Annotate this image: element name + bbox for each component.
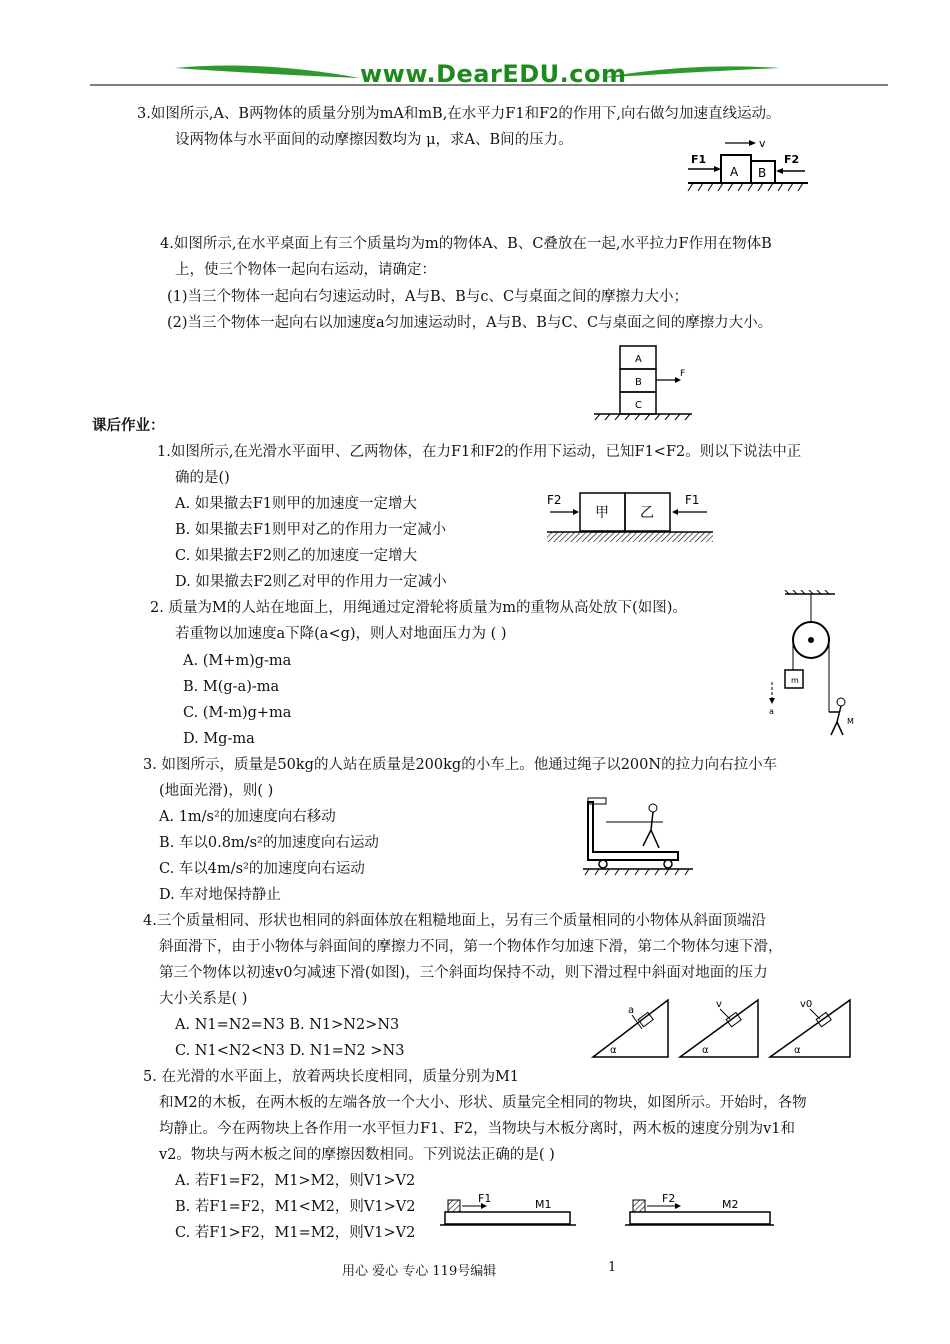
- incline-v-label: v: [716, 999, 722, 1010]
- text-line-h3B: B. 车以0.8m/s²的加速度向右运动: [159, 835, 379, 851]
- board-m1: [445, 1212, 570, 1224]
- board-m2: [630, 1212, 770, 1224]
- text-line-q3a: 3.如图所示,A、B两物体的质量分别为mA和mB,在水平力F1和F2的作用下,向右做匀加速直线运动。: [137, 106, 781, 122]
- text-line-q3b: 设两物体与水平面间的动摩擦因数均为 μ，求A、B间的压力。: [175, 132, 573, 148]
- text-line-h2b: 若重物以加速度a下降(a<g)，则人对地面压力为 ( ): [175, 626, 507, 642]
- text-line-h1C: C. 如果撤去F2则乙的加速度一定增大: [175, 548, 418, 564]
- label-f1: F1: [685, 493, 700, 507]
- f2-label: F2: [784, 153, 800, 166]
- weight-label: m: [791, 676, 799, 685]
- text-line-h2C: C. (M-m)g+ma: [183, 705, 292, 721]
- text-line-hw: 课后作业：: [92, 417, 165, 434]
- text-line-h3b: (地面光滑)，则( ): [159, 783, 274, 799]
- block-a-label: A: [730, 165, 739, 179]
- text-line-h1b: 确的是(): [175, 470, 230, 486]
- header-site-name: www.DearEDU.com: [360, 60, 627, 88]
- text-line-h5A: A. 若F1=F2，M1>M2，则V1>V2: [175, 1173, 416, 1189]
- text-line-h4AB: A. N1=N2=N3 B. N1>N2>N3: [175, 1017, 400, 1033]
- figure-abc-stack: [592, 342, 702, 420]
- text-line-h1D: D. 如果撤去F2则乙对甲的作用力一定减小: [175, 574, 447, 590]
- text-line-h1B: B. 如果撤去F1则甲对乙的作用力一定减小: [175, 522, 447, 538]
- footer-note: 用心 爱心 专心 119号编辑: [342, 1264, 497, 1279]
- label-yi: 乙: [640, 505, 654, 521]
- label-jia: 甲: [595, 505, 609, 521]
- board-m2-label: M2: [722, 1198, 739, 1211]
- stack-label-f: F: [680, 369, 686, 379]
- text-line-q4d: (2)当三个物体一起向右以加速度a匀加速运动时，A与B、B与C、C与桌面之间的摩擦力大小。: [167, 315, 773, 331]
- text-line-h5a: 5. 在光滑的水平面上，放着两块长度相同，质量分别为M1: [143, 1069, 520, 1085]
- stack-label-a: A: [635, 354, 642, 365]
- f1-label: F1: [691, 153, 707, 166]
- page-number: 1: [608, 1260, 617, 1275]
- text-line-h5B: B. 若F1=F2，M1<M2，则V1>V2: [175, 1199, 416, 1215]
- text-line-h2A: A. (M+m)g-ma: [183, 653, 292, 669]
- header-swoosh-left: [175, 66, 360, 78]
- figure-jia-yi: [545, 488, 715, 546]
- figure-boards: [440, 1190, 775, 1234]
- angle-3: α: [794, 1045, 801, 1056]
- text-line-h4a: 4.三个质量相同、形状也相同的斜面体放在粗糙地面上，另有三个质量相同的小物体从斜面顶端沿: [143, 913, 766, 929]
- header-swoosh-right: [600, 66, 780, 78]
- text-line-q4c: (1)当三个物体一起向右匀速运动时，A与B、B与c、C与桌面之间的摩擦力大小；: [167, 289, 689, 305]
- text-line-h4c: 第三个物体以初速v0匀减速下滑(如图)，三个斜面均保持不动，则下滑过程中斜面对地面的压力: [159, 965, 768, 981]
- board-m1-label: M1: [535, 1198, 552, 1211]
- text-line-h2B: B. M(g-a)-ma: [183, 679, 280, 695]
- label-f2: F2: [547, 493, 562, 507]
- stack-label-c: C: [635, 400, 642, 411]
- incline-accel-label: a: [628, 1005, 635, 1016]
- text-line-q4b: 上，使三个物体一起向右运动，请确定：: [175, 262, 436, 278]
- text-line-h5c: 均静止。今在两物块上各作用一水平恒力F1、F2，当物块与木板分离时，两木板的速度分别为v1和: [159, 1121, 795, 1137]
- angle-2: α: [702, 1045, 709, 1056]
- text-line-h1A: A. 如果撤去F1则甲的加速度一定增大: [175, 496, 417, 512]
- figure-pulley: [765, 590, 860, 740]
- text-line-h2a: 2. 质量为M的人站在地面上，用绳通过定滑轮将质量为m的重物从高处放下(如图)。: [150, 600, 687, 616]
- text-line-h3A: A. 1m/s²的加速度向右移动: [159, 809, 336, 825]
- text-line-h4CD: C. N1<N2<N3 D. N1=N2 >N3: [175, 1043, 405, 1059]
- board-f1-label: F1: [478, 1192, 492, 1205]
- accel-label: a: [769, 707, 774, 716]
- text-line-h2D: D. Mg-ma: [183, 731, 255, 747]
- text-line-q4a: 4.如图所示,在水平桌面上有三个质量均为m的物体A、B、C叠放在一起,水平拉力F作用在物体B: [160, 236, 772, 252]
- text-line-h1a: 1.如图所示,在光滑水平面甲、乙两物体，在力F1和F2的作用下运动，已知F1<F2。则以下说法中正: [157, 444, 802, 460]
- person-label: M: [847, 717, 854, 726]
- text-line-h3D: D. 车对地保持静止: [159, 887, 281, 903]
- angle-1: α: [610, 1045, 617, 1056]
- board-f2-label: F2: [662, 1192, 676, 1205]
- block-b-label: B: [758, 166, 767, 180]
- text-line-h5b: 和M2的木板，在两木板的左端各放一个大小、形状、质量完全相同的物块，如图所示。开始时，各物: [159, 1095, 807, 1111]
- text-line-h5C: C. 若F1>F2，M1=M2，则V1>V2: [175, 1225, 416, 1241]
- text-line-h3a: 3. 如图所示，质量是50kg的人站在质量是200kg的小车上。他通过绳子以200N的拉力向右拉小车: [143, 757, 778, 773]
- figure-cart: [583, 792, 698, 877]
- figure-ab-blocks: [683, 137, 813, 197]
- figure-inclines: [588, 995, 858, 1065]
- text-line-h4b: 斜面滑下，由于小物体与斜面间的摩擦力不同，第一个物体作匀加速下滑，第二个物体匀速下滑，: [159, 939, 783, 955]
- stack-label-b: B: [635, 377, 642, 388]
- text-line-h3C: C. 车以4m/s²的加速度向右运动: [159, 861, 365, 877]
- v-label: v: [759, 137, 766, 150]
- text-line-h4d: 大小关系是( ): [159, 991, 248, 1007]
- incline-v0-label: v0: [800, 999, 813, 1010]
- text-line-h5d: v2。物块与两木板之间的摩擦因数相同。下列说法正确的是( ): [159, 1147, 555, 1163]
